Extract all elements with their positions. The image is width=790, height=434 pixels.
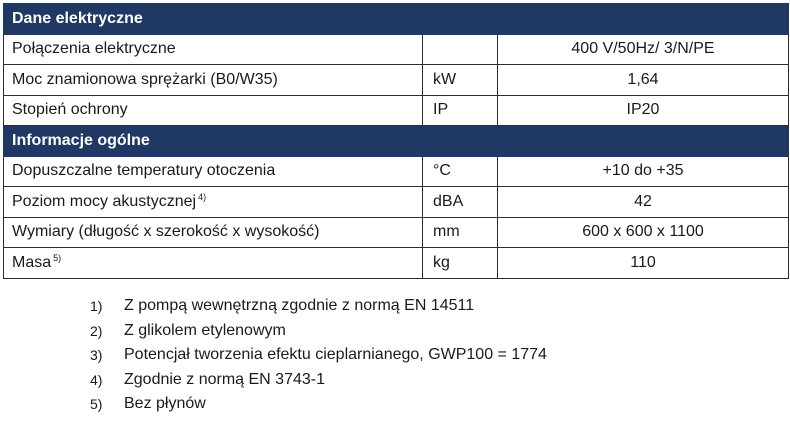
section-blank <box>498 126 789 157</box>
row-unit: dBA <box>423 187 498 218</box>
table-row <box>4 217 789 248</box>
row-label: Masa <box>12 254 52 272</box>
row-unit: °C <box>423 156 498 187</box>
spec-table <box>3 3 789 279</box>
footnote-number: 5) <box>90 396 103 412</box>
footnote-item <box>90 294 547 319</box>
row-value: 42 <box>498 187 789 218</box>
row-value: +10 do +35 <box>498 156 789 187</box>
footnote-ref: 4) <box>198 192 207 203</box>
footnotes-list <box>90 294 547 417</box>
row-unit: IP <box>423 95 498 126</box>
section-title: Dane elektryczne <box>4 4 423 35</box>
footnote-number: 2) <box>90 322 103 339</box>
footnote-item <box>90 319 547 344</box>
section-blank <box>423 4 498 35</box>
row-label: Poziom mocy akustycznej <box>12 193 197 211</box>
row-label: Stopień ochrony <box>4 95 423 126</box>
footnote-number: 3) <box>90 347 103 363</box>
section-blank <box>498 4 789 35</box>
table-row <box>4 248 789 279</box>
table-row <box>4 95 789 126</box>
section-header-electrical <box>4 4 789 35</box>
section-blank <box>423 126 498 157</box>
table-row <box>4 187 789 218</box>
row-label-cell <box>4 248 423 279</box>
footnote-text: Z pompą wewnętrzną zgodnie z normą EN 14511 <box>124 297 475 314</box>
row-label: Moc znamionowa sprężarki (B0/W35) <box>4 65 423 96</box>
section-title: Informacje ogólne <box>4 126 423 157</box>
row-value: 400 V/50Hz/ 3/N/PE <box>498 34 789 65</box>
row-unit <box>423 34 498 65</box>
row-value: IP20 <box>498 95 789 126</box>
table-row <box>4 34 789 65</box>
row-label: Połączenia elektryczne <box>4 34 423 65</box>
footnote-item <box>90 368 547 393</box>
table-row <box>4 65 789 96</box>
row-value: 110 <box>498 248 789 279</box>
row-label: Wymiary (długość x szerokość x wysokość) <box>4 217 423 248</box>
footnote-ref: 5) <box>53 253 62 264</box>
footnote-number: 4) <box>90 371 103 388</box>
footnote-number: 1) <box>90 298 103 314</box>
section-header-general <box>4 126 789 157</box>
row-value: 600 x 600 x 1100 <box>498 217 789 248</box>
row-value: 1,64 <box>498 65 789 96</box>
footnote-text: Bez płynów <box>124 395 206 412</box>
row-unit: mm <box>423 217 498 248</box>
footnote-text: Z glikolem etylenowym <box>124 321 286 339</box>
row-unit: kW <box>423 65 498 96</box>
footnote-text: Potencjał tworzenia efektu cieplarnianego, GWP100 = 1774 <box>124 346 547 363</box>
table-row <box>4 156 789 187</box>
row-label-cell <box>4 187 423 218</box>
row-label: Dopuszczalne temperatury otoczenia <box>4 156 423 187</box>
footnote-text: Zgodnie z normą EN 3743-1 <box>124 370 325 388</box>
footnote-item <box>90 343 547 368</box>
footnote-item <box>90 392 547 417</box>
row-unit: kg <box>423 248 498 279</box>
